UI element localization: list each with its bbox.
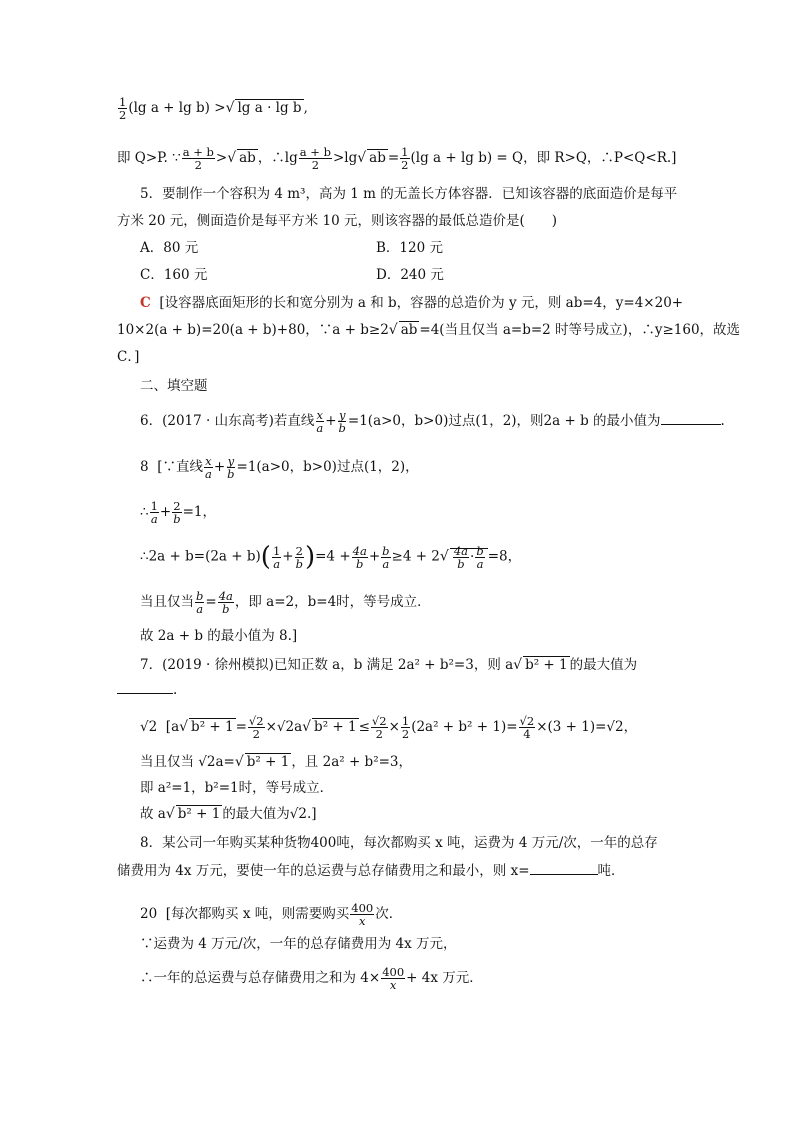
answer-6-line-2: [140, 500, 216, 525]
text: (2a² + b² + 1)=: [411, 719, 518, 735]
numerator: 1: [401, 145, 409, 159]
text: (lg a + lg b) >: [128, 100, 226, 116]
denominator: 2: [119, 108, 127, 122]
answer-7-line-4: 故 a√ b² + 1 的最大值为√2.]: [140, 806, 317, 822]
text: ∴: [140, 504, 149, 520]
text: 10×2(a + b)=20(a + b)+80，∵a + b≥2: [117, 322, 389, 338]
denominator: x: [358, 914, 366, 928]
answer-8-line-3: [140, 966, 483, 991]
sqrt-content: b² + 1: [525, 657, 568, 673]
text: ，且 2a² + b²=3，: [291, 754, 413, 770]
text: ，即 a=2，b=4时，等号成立．: [234, 594, 431, 610]
denominator: b: [295, 556, 303, 571]
numerator: b: [196, 589, 204, 603]
sqrt-content: ab: [400, 322, 418, 338]
text: ×√2a: [265, 719, 303, 735]
text: ∴一年的总运费与总存储费用之和为 4×: [140, 970, 381, 986]
denominator: a: [150, 512, 158, 526]
line-1: $\frac{1}{2}$ (lg a + lg b) >√ lg a · lg b ,: [119, 95, 308, 122]
numerator: 2: [295, 543, 303, 558]
question-5-line-2: 方米 20 元，侧面造价是每平方米 10 元，则该容器的最低总造价是( ): [117, 213, 558, 229]
text: [∵直线: [157, 459, 203, 475]
sqrt-content: lg a · lg b: [237, 100, 302, 116]
numerator: 1: [401, 714, 410, 728]
denominator: a: [204, 467, 212, 481]
sqrt-content: b² + 1: [246, 754, 290, 770]
numerator: 400: [351, 901, 374, 915]
answer-7-line-3: 即 a²=1，b²=1时，等号成立．: [140, 780, 334, 796]
numerator: y: [338, 408, 346, 422]
sqrt-content: b² + 1: [177, 806, 221, 822]
text: =1，: [182, 504, 217, 520]
denominator: 4: [523, 727, 531, 741]
text: +: [325, 413, 337, 429]
question-8-line-2: [117, 861, 625, 881]
denominator: a: [196, 602, 204, 616]
line-2: 即 Q>P. ∵ $\frac{a + b}{2}$ >√ ab ，∴lg $\frac{a + b}{2}$ >lg√ ab = $\frac{1}{2}$ (lg a + lg b) = Q，即 R>Q，∴P<Q<R.]: [117, 145, 677, 172]
fraction: [118, 96, 127, 121]
text: +: [282, 548, 294, 565]
answer-blank: [530, 862, 598, 875]
denominator: 2: [401, 158, 409, 172]
sqrt-content: ab: [369, 150, 386, 166]
question-6: 6．(2017 · 山东高考)若直线 $\frac{x}{a}$ + $\frac{y}{b}$ =1(a>0，b>0)过点(1，2)，则2a + b 的最小值为 .: [140, 408, 725, 435]
question-7: 7．(2019 · 徐州模拟)已知正数 a，b 满足 2a² + b²=3，则 a√ b² + 1 的最大值为: [140, 657, 638, 673]
answer-6-line-3: ∴2a + b=(2a + b)( $\frac{1}{a}$ + $\frac{2}{b}$ )=4 + $\frac{4a}{b}$ + $\frac{b}{a}$ ≥4 + 2√ $\frac{4a}{b}$ · $\frac{b}{a}$ =8，: [140, 542, 522, 572]
text: ≥4 + 2: [391, 548, 440, 565]
denominator: x: [389, 978, 397, 992]
numerator: 2: [173, 499, 181, 513]
text: +: [368, 548, 381, 565]
denominator: b: [356, 556, 364, 571]
text: 次．: [375, 906, 403, 922]
answer-mark: C: [140, 295, 151, 311]
numerator: y: [227, 454, 235, 468]
text: =1(a>0，b>0)过点(1，2)，: [236, 459, 419, 475]
answer-6-line-4: [140, 590, 431, 615]
text: >lg: [332, 150, 358, 166]
text: =: [205, 594, 217, 610]
text: =4(当且仅当 a=b=2 时等号成立)，∴y≥160，故选: [419, 322, 741, 338]
numerator: 1: [150, 499, 158, 513]
numerator: 400: [382, 965, 405, 979]
sqrt-content: ab: [239, 150, 256, 166]
text: 即 Q>P. ∵: [117, 150, 181, 166]
text: 的最大值为√2.]: [222, 806, 317, 822]
answer-mark: √2: [140, 719, 158, 735]
text: [设容器底面矩形的长和宽分别为 a 和 b，容器的总造价为 y 元，则 ab=4，y=4×20+: [159, 295, 684, 311]
numerator: x: [316, 408, 324, 422]
answer-8-line-1: [140, 902, 402, 927]
option-b: B．120 元: [376, 240, 443, 256]
answer-6-line-5: 故 2a + b 的最小值为 8.]: [140, 628, 298, 644]
question-7-blank: .: [117, 680, 177, 700]
text: +: [159, 504, 172, 520]
text: ，∴lg: [257, 150, 298, 166]
text: 吨．: [597, 863, 625, 879]
numerator: √2: [519, 714, 535, 728]
text: +: [213, 459, 226, 475]
answer-blank: [661, 412, 721, 425]
option-c: C．160 元: [140, 267, 208, 283]
text: =4 +: [315, 548, 351, 565]
answer-blank: [117, 681, 173, 694]
denominator: a: [316, 421, 324, 435]
numerator: b: [476, 543, 484, 558]
text: ,: [303, 100, 308, 116]
answer-mark: 8: [140, 459, 149, 475]
text: ∴2a + b=(2a + b): [140, 548, 261, 565]
question-5-line-1: 5．要制作一个容积为 4 m³，高为 1 m 的无盖长方体容器．已知该容器的底面造价是每平: [140, 186, 678, 202]
denominator: b: [338, 421, 346, 435]
denominator: a: [382, 556, 390, 571]
text: >: [215, 150, 228, 166]
text: ·: [470, 548, 475, 565]
denominator: 2: [252, 727, 260, 741]
denominator: 2: [375, 727, 383, 741]
numerator: b: [382, 543, 390, 558]
section-title: 二、填空题: [140, 378, 208, 394]
text: (lg a + lg b) = Q，即 R>Q，∴P<Q<R.]: [410, 150, 677, 166]
answer-6-line-1: [140, 455, 419, 480]
text: 故 a: [140, 806, 166, 822]
denominator: b: [227, 467, 235, 481]
sqrt-content: b² + 1: [191, 719, 234, 735]
text: 7．(2019 · 徐州模拟)已知正数 a，b 满足 2a² + b²=3，则 a: [140, 657, 514, 673]
text: =: [387, 150, 400, 166]
denominator: a: [476, 556, 484, 571]
text: 储费用为 4x 万元，要使一年的总运费与总存储费用之和最小，则 x=: [117, 863, 530, 879]
answer-7-line-1: √2 [a√ b² + 1 = $\frac{√2}{2}$ ×√2a√ b² + 1 ≤ $\frac{√2}{2}$ × $\frac{1}{2}$ (2a² + b² + 1)= $\frac{√2}{4}$ ×(3 + 1)=√2，: [140, 714, 638, 741]
denominator: 2: [401, 727, 410, 741]
numerator: x: [205, 454, 212, 468]
text: 6．(2017 · 山东高考)若直线: [140, 413, 315, 429]
option-d: D．240 元: [376, 267, 444, 283]
option-a: A．80 元: [140, 240, 199, 256]
text: ×(3 + 1)=√2，: [536, 719, 638, 735]
text: [a: [165, 719, 180, 735]
text: 当且仅当 √2a=: [140, 754, 235, 770]
question-8-line-1: 8．某公司一年购买某种货物400吨，每次都购买 x 吨，运费为 4 万元/次，一年的总存: [140, 835, 658, 851]
numerator: 4a: [218, 589, 233, 603]
text: =8，: [487, 548, 522, 565]
numerator: a + b: [182, 145, 214, 159]
text: 当且仅当: [140, 594, 194, 610]
answer-7-line-2: 当且仅当 √2a=√ b² + 1 ，且 2a² + b²=3，: [140, 754, 413, 770]
numerator: a + b: [299, 145, 331, 159]
denominator: 2: [311, 158, 320, 172]
text: + 4x 万元．: [406, 970, 483, 986]
numerator: 1: [119, 95, 127, 109]
answer-5-line-3: C．]: [117, 349, 140, 365]
numerator: 4a: [352, 543, 367, 558]
text: =: [235, 719, 247, 735]
numerator: 4a: [453, 543, 469, 558]
answer-5-line-1: [140, 293, 683, 313]
answer-mark: 20: [140, 906, 158, 922]
numerator: √2: [371, 714, 387, 728]
denominator: b: [173, 512, 181, 526]
text: ×: [388, 719, 400, 735]
text: 的最大值为: [569, 657, 638, 673]
text: ≤: [358, 719, 370, 735]
sqrt-content: b² + 1: [314, 719, 357, 735]
text: =1(a>0，b>0)过点(1，2)，则2a + b 的最小值为: [347, 413, 661, 429]
denominator: b: [457, 556, 465, 571]
denominator: 2: [194, 158, 202, 172]
text: [每次都购买 x 吨，则需要购买: [165, 906, 350, 922]
numerator: 1: [272, 543, 281, 558]
numerator: √2: [248, 714, 264, 728]
denominator: b: [222, 602, 230, 616]
answer-5-line-2: 10×2(a + b)=20(a + b)+80，∵a + b≥2√ ab =4(当且仅当 a=b=2 时等号成立)，∴y≥160，故选: [117, 322, 741, 338]
answer-8-line-2: ∵运费为 4 万元/次，一年的总存储费用为 4x 万元，: [140, 936, 457, 952]
denominator: a: [273, 556, 281, 571]
